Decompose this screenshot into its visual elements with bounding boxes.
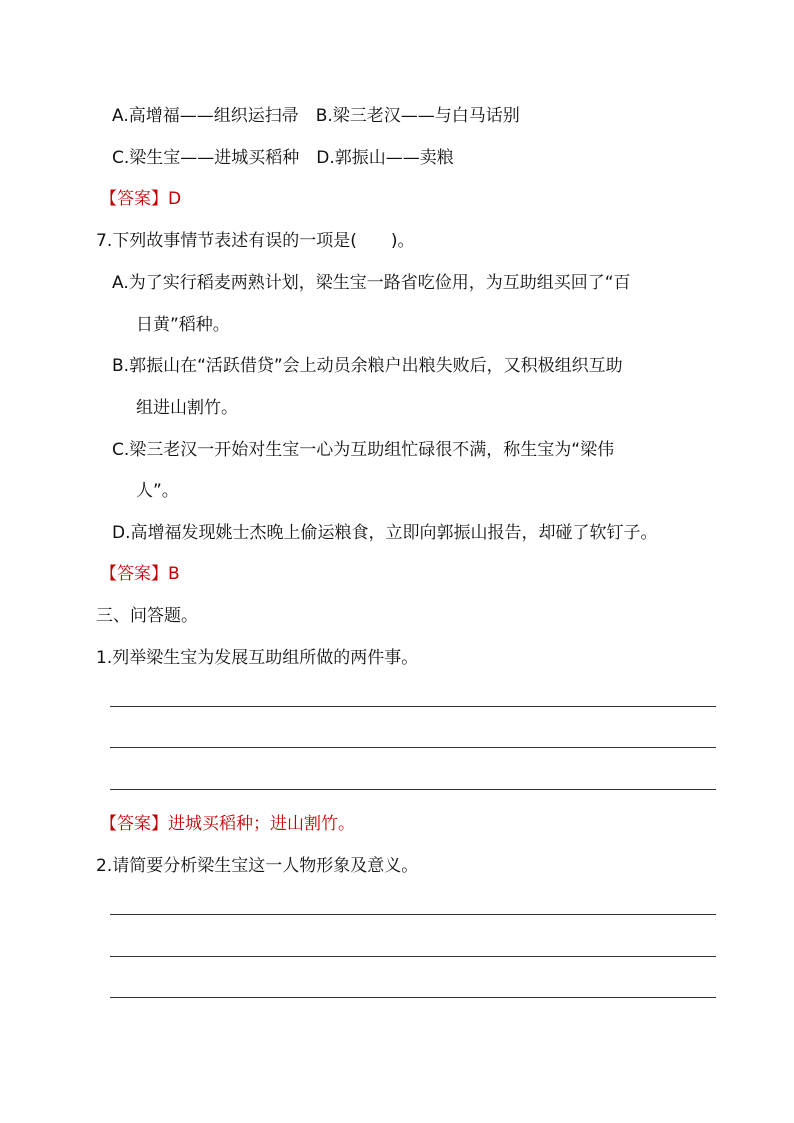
q7-option-c-line1: C.梁三老汉一开始对生宝一心为互助组忙碌很不满，称生宝为“梁伟 [112,440,615,460]
answer-line-2[interactable] [110,747,716,748]
answer-line-6[interactable] [110,997,716,998]
answer-line-5[interactable] [110,956,716,957]
answer-value: D [168,189,182,209]
section-3-title: 三、问答题。 [96,606,198,626]
answer-value: 进城买稻种；进山割竹。 [168,814,355,834]
answer-q7 [100,562,180,586]
q7-option-b-line1: B.郭振山在“活跃借贷”会上动员余粮户出粮失败后，又积极组织互助 [112,356,623,376]
q7-option-a-line1: A.为了实行稻麦两熟计划，梁生宝一路省吃俭用，为互助组买回了“百 [112,273,631,293]
answer-line-1[interactable] [110,706,716,707]
answer-tag: 【答案】 [100,814,168,834]
answer-value: B [168,564,180,584]
q7-option-a-line2: 日黄”稻种。 [136,315,230,335]
answer-tag: 【答案】 [100,564,168,584]
q7-option-d-line1: D.高增福发现姚士杰晚上偷运粮食，立即向郭振山报告，却碰了软钉子。 [112,523,658,543]
question-3-2-stem: 2.请简要分析梁生宝这一人物形象及意义。 [96,856,419,876]
answer-q6 [100,187,181,211]
question-3-1-stem: 1.列举梁生宝为发展互助组所做的两件事。 [96,648,419,668]
answer-line-4[interactable] [110,914,716,915]
q7-option-c-line2: 人”。 [136,481,179,501]
question-7-stem: 7.下列故事情节表述有误的一项是( )。 [96,231,415,251]
option-row-2: C.梁生宝——进城买稻种 D.郭振山——卖粮 [112,148,454,168]
option-row-1: A.高增福——组织运扫帚 B.梁三老汉——与白马话别 [112,106,520,126]
answer-line-3[interactable] [110,789,716,790]
q7-option-b-line2: 组进山割竹。 [136,398,238,418]
answer-tag: 【答案】 [100,189,168,209]
answer-q3-1 [100,812,355,836]
